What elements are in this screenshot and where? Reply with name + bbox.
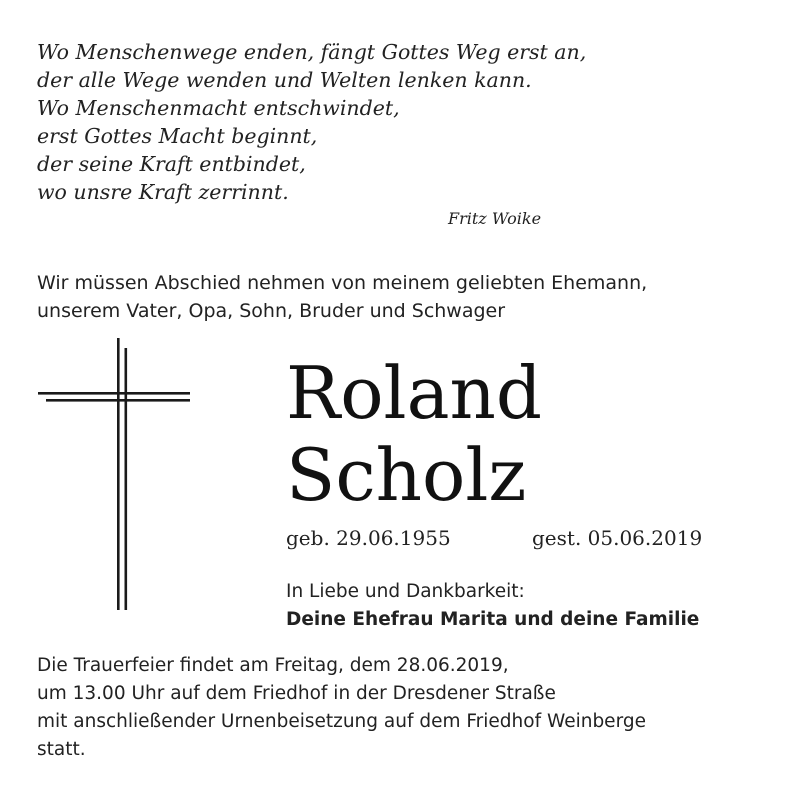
cross-icon [38,338,190,610]
birth-date: geb. 29.06.1955 [286,526,451,550]
mourners [286,578,699,634]
intro-line: Wir müssen Abschied nehmen von meinem geliebten Ehemann, [37,272,648,294]
funeral-details [37,652,777,764]
death-date: gest. 05.06.2019 [532,526,703,550]
funeral-line: statt. [37,739,86,760]
poem-line: erst Gottes Macht beginnt, [37,124,318,148]
poem-line: Wo Menschenmacht entschwindet, [37,96,400,120]
mourners-intro: In Liebe und Dankbarkeit: [286,581,525,602]
funeral-line: Die Trauerfeier findet am Freitag, dem 28.06.2019, [37,655,509,676]
deceased-name [286,352,542,516]
funeral-line: mit anschließender Urnenbeisetzung auf dem Friedhof Weinberge [37,711,646,732]
poem-line: Wo Menschenwege enden, fängt Gottes Weg erst an, [37,40,587,64]
intro-line: unserem Vater, Opa, Sohn, Bruder und Schwager [37,300,506,322]
funeral-line: um 13.00 Uhr auf dem Friedhof in der Dresdener Straße [37,683,556,704]
farewell-intro [37,269,777,325]
poem [37,38,657,206]
poem-line: der seine Kraft entbindet, [37,152,306,176]
life-dates [286,526,703,550]
first-name: Roland [286,351,542,435]
last-name: Scholz [286,433,527,517]
poem-line: der alle Wege wenden und Welten lenken kann. [37,68,532,92]
mourners-names: Deine Ehefrau Marita und deine Familie [286,609,700,630]
poem-line: wo unsre Kraft zerrinnt. [37,180,289,204]
poem-author: Fritz Woike [448,209,542,228]
